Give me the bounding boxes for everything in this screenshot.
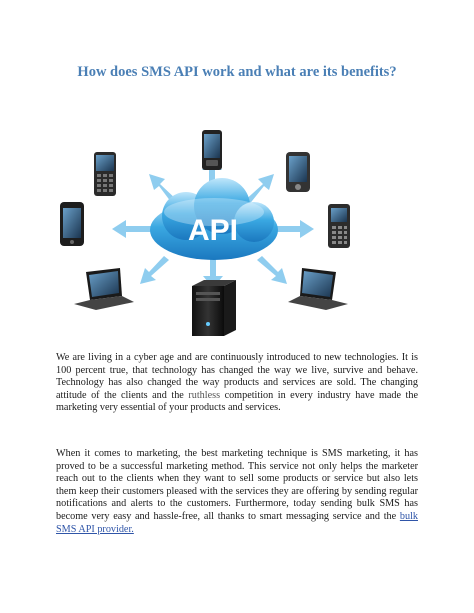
paragraph-intro	[56, 352, 418, 415]
laptop-icon	[74, 268, 134, 310]
feature-phone-icon	[328, 204, 350, 248]
smartphone-icon	[202, 130, 222, 170]
touchscreen-phone-icon	[60, 202, 84, 246]
keypad-phone-icon	[94, 152, 116, 196]
page-title: How does SMS API work and what are its benefits?	[77, 64, 397, 80]
api-label: API	[187, 214, 239, 247]
server-icon	[192, 280, 236, 336]
paragraph-text: competition in every industry have made the marketing very essential of your products and services.	[56, 389, 419, 414]
paragraph-text: When it comes to marketing, the best marketing technique is SMS marketing, it has proved to be a successful marketing method. This service not only helps the marketer reach out to the clients when they want to sell some products or service but also lets them keep their customers pleased with the services they are offering by sending regular notifications and alerts to the customers. Furthermore, today sending bulk SMS has become very easy and hassle-free, all thanks to smart messaging service and the	[56, 448, 418, 522]
sms-api-illustration	[56, 126, 418, 338]
emphasized-word: ruthless	[188, 389, 221, 401]
paragraph-marketing	[56, 448, 418, 536]
laptop-icon	[288, 268, 348, 310]
bulk-sms-api-link[interactable]: bulk SMS API provider.	[56, 510, 418, 535]
android-phone-icon	[286, 152, 310, 192]
paragraph-text: We are living in a cyber age and are continuously introduced to new technologies. It is 100 percent true, that technology has changed the way we live, survive and behave. Technology has also changed the way products and services are sold. The changing attitude of the clients and the	[56, 352, 418, 401]
